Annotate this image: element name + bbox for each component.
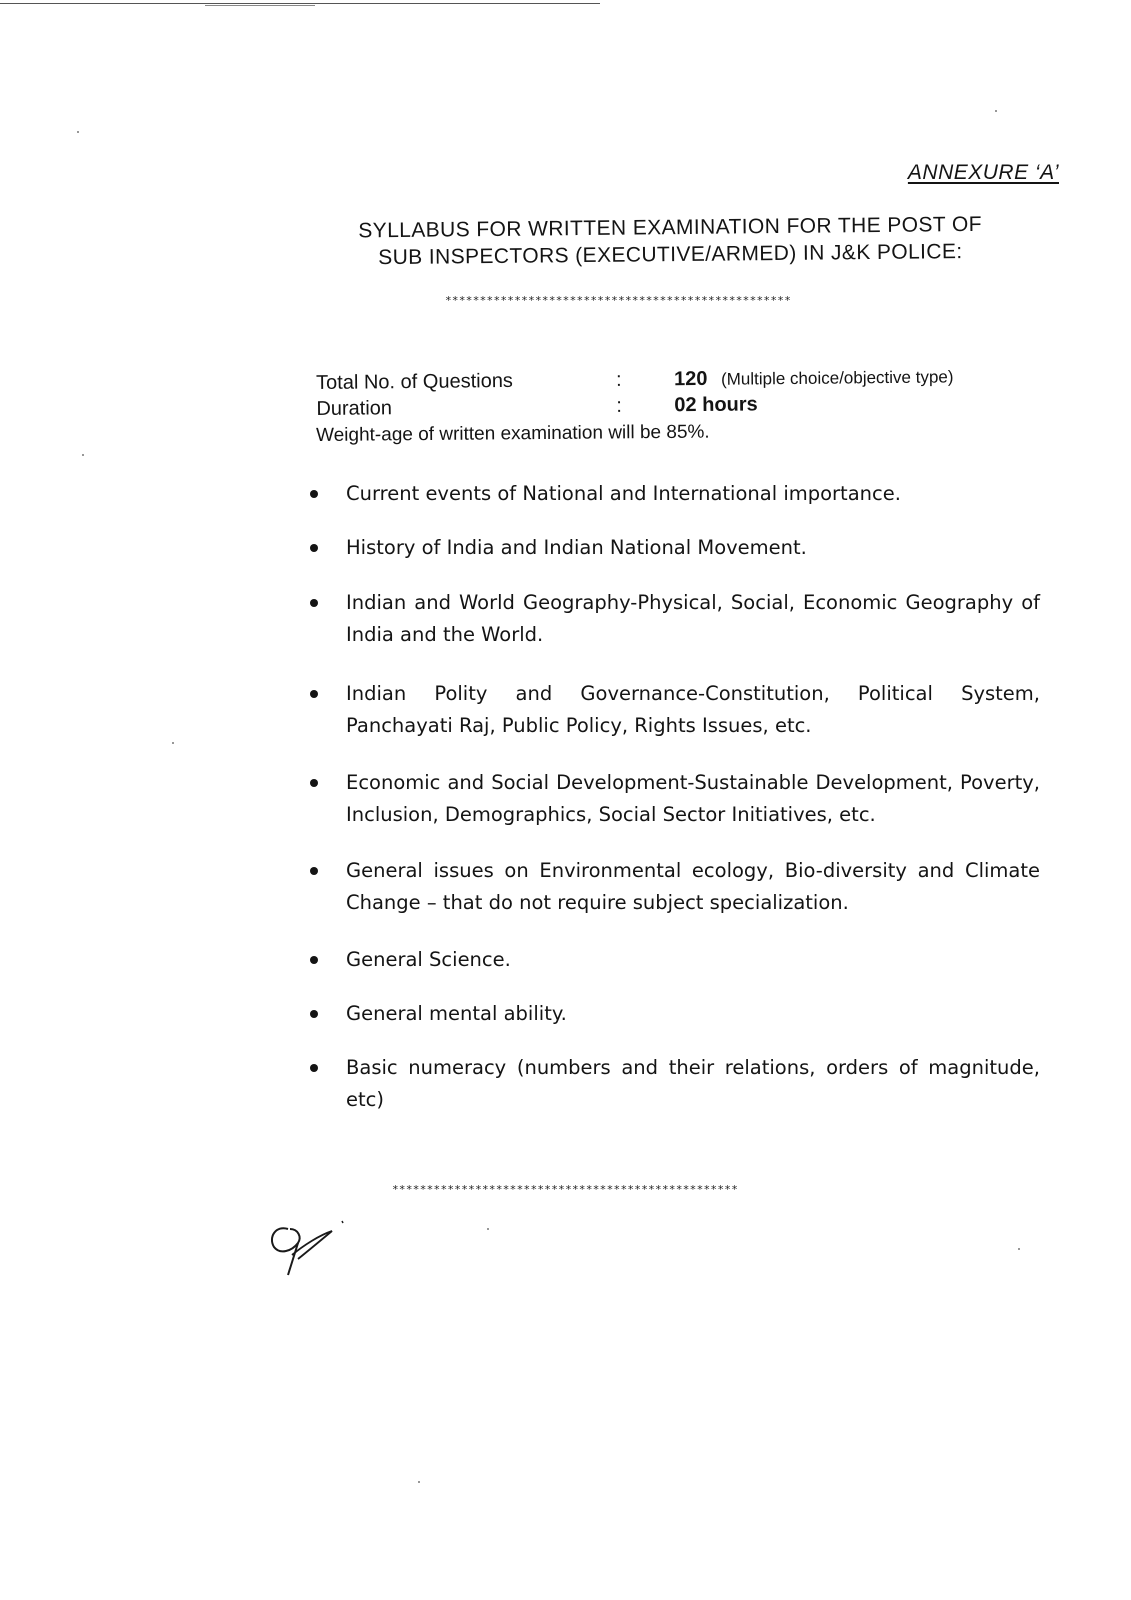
duration-colon: : [616,394,623,417]
syllabus-item-text: Economic and Social Development-Sustainable Development, Poverty, Inclusion, Demographics, Social Sector Initiatives, etc. [346,771,1040,826]
title-line-1: SYLLABUS FOR WRITTEN EXAMINATION FOR THE POST OF [358,212,983,243]
scan-edge-line [205,5,315,6]
bullet-icon [310,490,318,498]
syllabus-item [310,855,1040,919]
scan-edge-line [0,3,600,4]
syllabus-item-text: Indian and World Geography-Physical, Social, Economic Geography of India and the World. [346,591,1040,646]
exam-info [316,364,1037,424]
syllabus-item-text: Basic numeracy (numbers and their relations, orders of magnitude, etc) [346,1056,1040,1111]
syllabus-item [310,678,1040,742]
scan-speck [418,1481,420,1483]
document-title [300,210,1041,272]
separator-bottom: ************************************************** [392,1183,739,1196]
syllabus-item [310,532,1040,564]
syllabus-list [310,478,1040,1116]
weightage-text: Weight-age of written examination will be 85%. [316,421,710,446]
syllabus-item-text: Indian Polity and Governance-Constitution, Political System, Panchayati Raj, Public Policy, Rights Issues, etc. [346,682,1040,737]
questions-label: Total No. of Questions [316,369,514,394]
scan-speck [1018,1248,1020,1250]
syllabus-item [310,587,1040,651]
duration-value: 02 hours [674,393,758,417]
syllabus-item [310,1052,1040,1116]
scan-speck [487,1228,489,1230]
syllabus-item-text: History of India and Indian National Movement. [346,536,807,559]
duration-label: Duration [316,397,393,420]
bullet-icon [310,544,318,552]
syllabus-item [310,478,1040,510]
bullet-icon [310,867,318,875]
title-line-2: SUB INSPECTORS (EXECUTIVE/ARMED) IN J&K POLICE: [378,240,963,270]
questions-value: 120 [673,367,708,391]
bullet-icon [310,690,318,698]
syllabus-item [310,767,1040,831]
questions-value-group [674,365,954,391]
bullet-icon [310,1010,318,1018]
separator-top: ************************************************** [445,294,792,307]
scan-speck [77,131,79,133]
scan-speck [82,454,84,456]
scan-speck [172,742,174,744]
signature-icon [268,1215,348,1285]
bullet-icon [310,599,318,607]
bullet-icon [310,779,318,787]
syllabus-item [310,998,1040,1030]
scan-speck [995,110,997,112]
annexure-label: ANNEXURE ‘A’ [907,161,1059,184]
syllabus-item-text: Current events of National and International importance. [346,482,901,505]
bullet-icon [310,1064,318,1072]
syllabus-item-text: General Science. [346,948,511,971]
questions-colon: : [615,368,622,391]
syllabus-item-text: General mental ability. [346,1002,567,1025]
bullet-icon [310,956,318,964]
syllabus-item-text: General issues on Environmental ecology, Bio-diversity and Climate Change – that do not require subject specialization. [346,859,1040,914]
syllabus-item [310,944,1040,976]
questions-note: (Multiple choice/objective type) [720,367,954,389]
